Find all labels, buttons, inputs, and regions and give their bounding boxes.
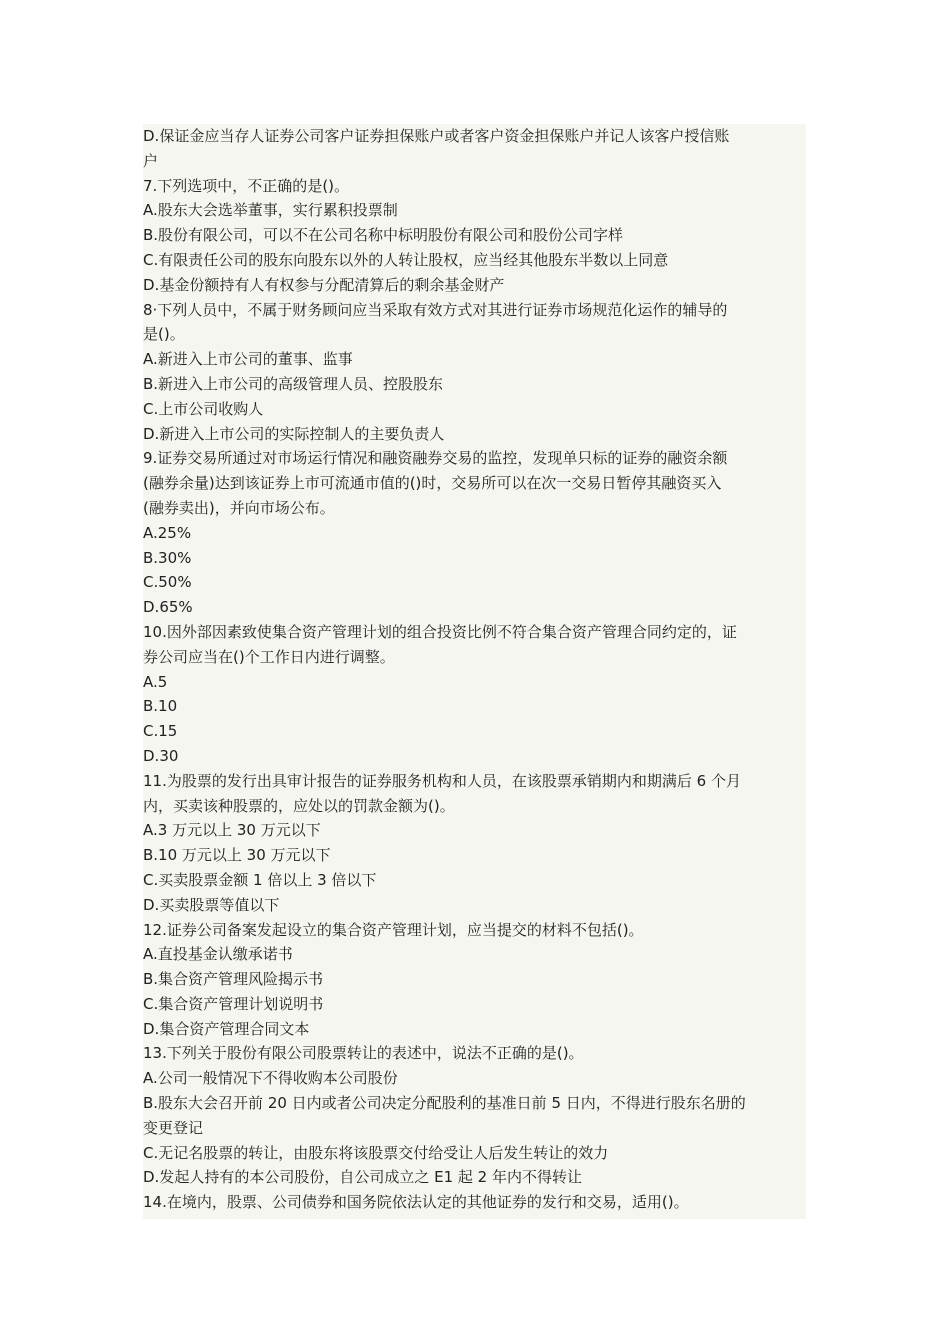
option-c: C.买卖股票金额 1 倍以上 3 倍以下 xyxy=(143,870,377,889)
option-b: B.股东大会召开前 20 日内或者公司决定分配股利的基准日前 5 日内，不得进行股东名册的 xyxy=(143,1094,746,1113)
question-7: 7.下列选项中，不正确的是()。 xyxy=(143,176,350,195)
question-10-cont: 券公司应当在()个工作日内进行调整。 xyxy=(143,647,395,666)
option-d: D.买卖股票等值以下 xyxy=(143,895,280,914)
question-12: 12.证券公司备案发起设立的集合资产管理计划，应当提交的材料不包括()。 xyxy=(143,920,644,939)
question-9-cont: (融券余量)达到该证券上市可流通市值的()时，交易所可以在次一交易日暂停其融资买入 xyxy=(143,474,722,493)
question-11: 11.为股票的发行出具审计报告的证券服务机构和人员，在该股票承销期内和期满后 6 个月 xyxy=(143,771,741,790)
text-line: D.保证金应当存人证券公司客户证券担保账户或者客户资金担保账户并记人该客户授信账 xyxy=(143,127,730,145)
document-body xyxy=(143,124,806,1219)
question-14: 14.在境内，股票、公司债券和国务院依法认定的其他证券的发行和交易，适用()。 xyxy=(143,1193,689,1212)
option-b: B.30% xyxy=(143,548,192,567)
option-d: D.65% xyxy=(143,598,193,617)
question-11-cont: 内，买卖该种股票的，应处以的罚款金额为()。 xyxy=(143,796,455,815)
question-8: 8·下列人员中，不属于财务顾问应当采取有效方式对其进行证券市场规范化运作的辅导的 xyxy=(143,300,728,319)
option-b: B.股份有限公司，可以不在公司名称中标明股份有限公司和股份公司字样 xyxy=(143,226,624,245)
question-9-cont: (融券卖出)，并向市场公布。 xyxy=(143,498,335,517)
option-d: D.发起人持有的本公司股份，自公司成立之 E1 起 2 年内不得转让 xyxy=(143,1168,582,1187)
question-9: 9.证券交易所通过对市场运行情况和融资融券交易的监控，发现单只标的证券的融资余额 xyxy=(143,449,728,468)
option-b-cont: 变更登记 xyxy=(143,1118,204,1137)
option-c: C.有限责任公司的股东向股东以外的人转让股权，应当经其他股东半数以上同意 xyxy=(143,250,669,269)
option-a: A.新进入上市公司的董事、监事 xyxy=(143,350,353,369)
option-a: A.3 万元以上 30 万元以下 xyxy=(143,821,321,840)
option-d: D.基金份额持有人有权参与分配清算后的剩余基金财产 xyxy=(143,275,505,294)
option-b: B.新进入上市公司的高级管理人员、控股股东 xyxy=(143,374,444,393)
option-b: B.10 xyxy=(143,697,178,716)
option-c: C.50% xyxy=(143,573,192,592)
option-c: C.15 xyxy=(143,722,178,741)
option-a: A.5 xyxy=(143,672,168,691)
option-b: B.集合资产管理风险揭示书 xyxy=(143,970,324,989)
option-c: C.集合资产管理计划说明书 xyxy=(143,994,324,1013)
option-d: D.集合资产管理合同文本 xyxy=(143,1019,310,1038)
option-d: D.30 xyxy=(143,746,179,765)
option-c: C.无记名股票的转让，由股东将该股票交付给受让人后发生转让的效力 xyxy=(143,1143,609,1162)
option-d: D.新进入上市公司的实际控制人的主要负责人 xyxy=(143,424,445,443)
option-a: A.股东大会选举董事，实行累积投票制 xyxy=(143,201,398,220)
question-10: 10.因外部因素致使集合资产管理计划的组合投资比例不符合集合资产管理合同约定的，证 xyxy=(143,622,737,641)
question-8-cont: 是()。 xyxy=(143,325,185,344)
option-b: B.10 万元以上 30 万元以下 xyxy=(143,846,331,865)
option-a: A.25% xyxy=(143,523,192,542)
option-c: C.上市公司收购人 xyxy=(143,399,264,418)
option-a: A.直投基金认缴承诺书 xyxy=(143,945,293,964)
option-a: A.公司一般情况下不得收购本公司股份 xyxy=(143,1069,398,1088)
question-13: 13.下列关于股份有限公司股票转让的表述中，说法不正确的是()。 xyxy=(143,1044,584,1063)
text-line: 户 xyxy=(143,151,159,170)
